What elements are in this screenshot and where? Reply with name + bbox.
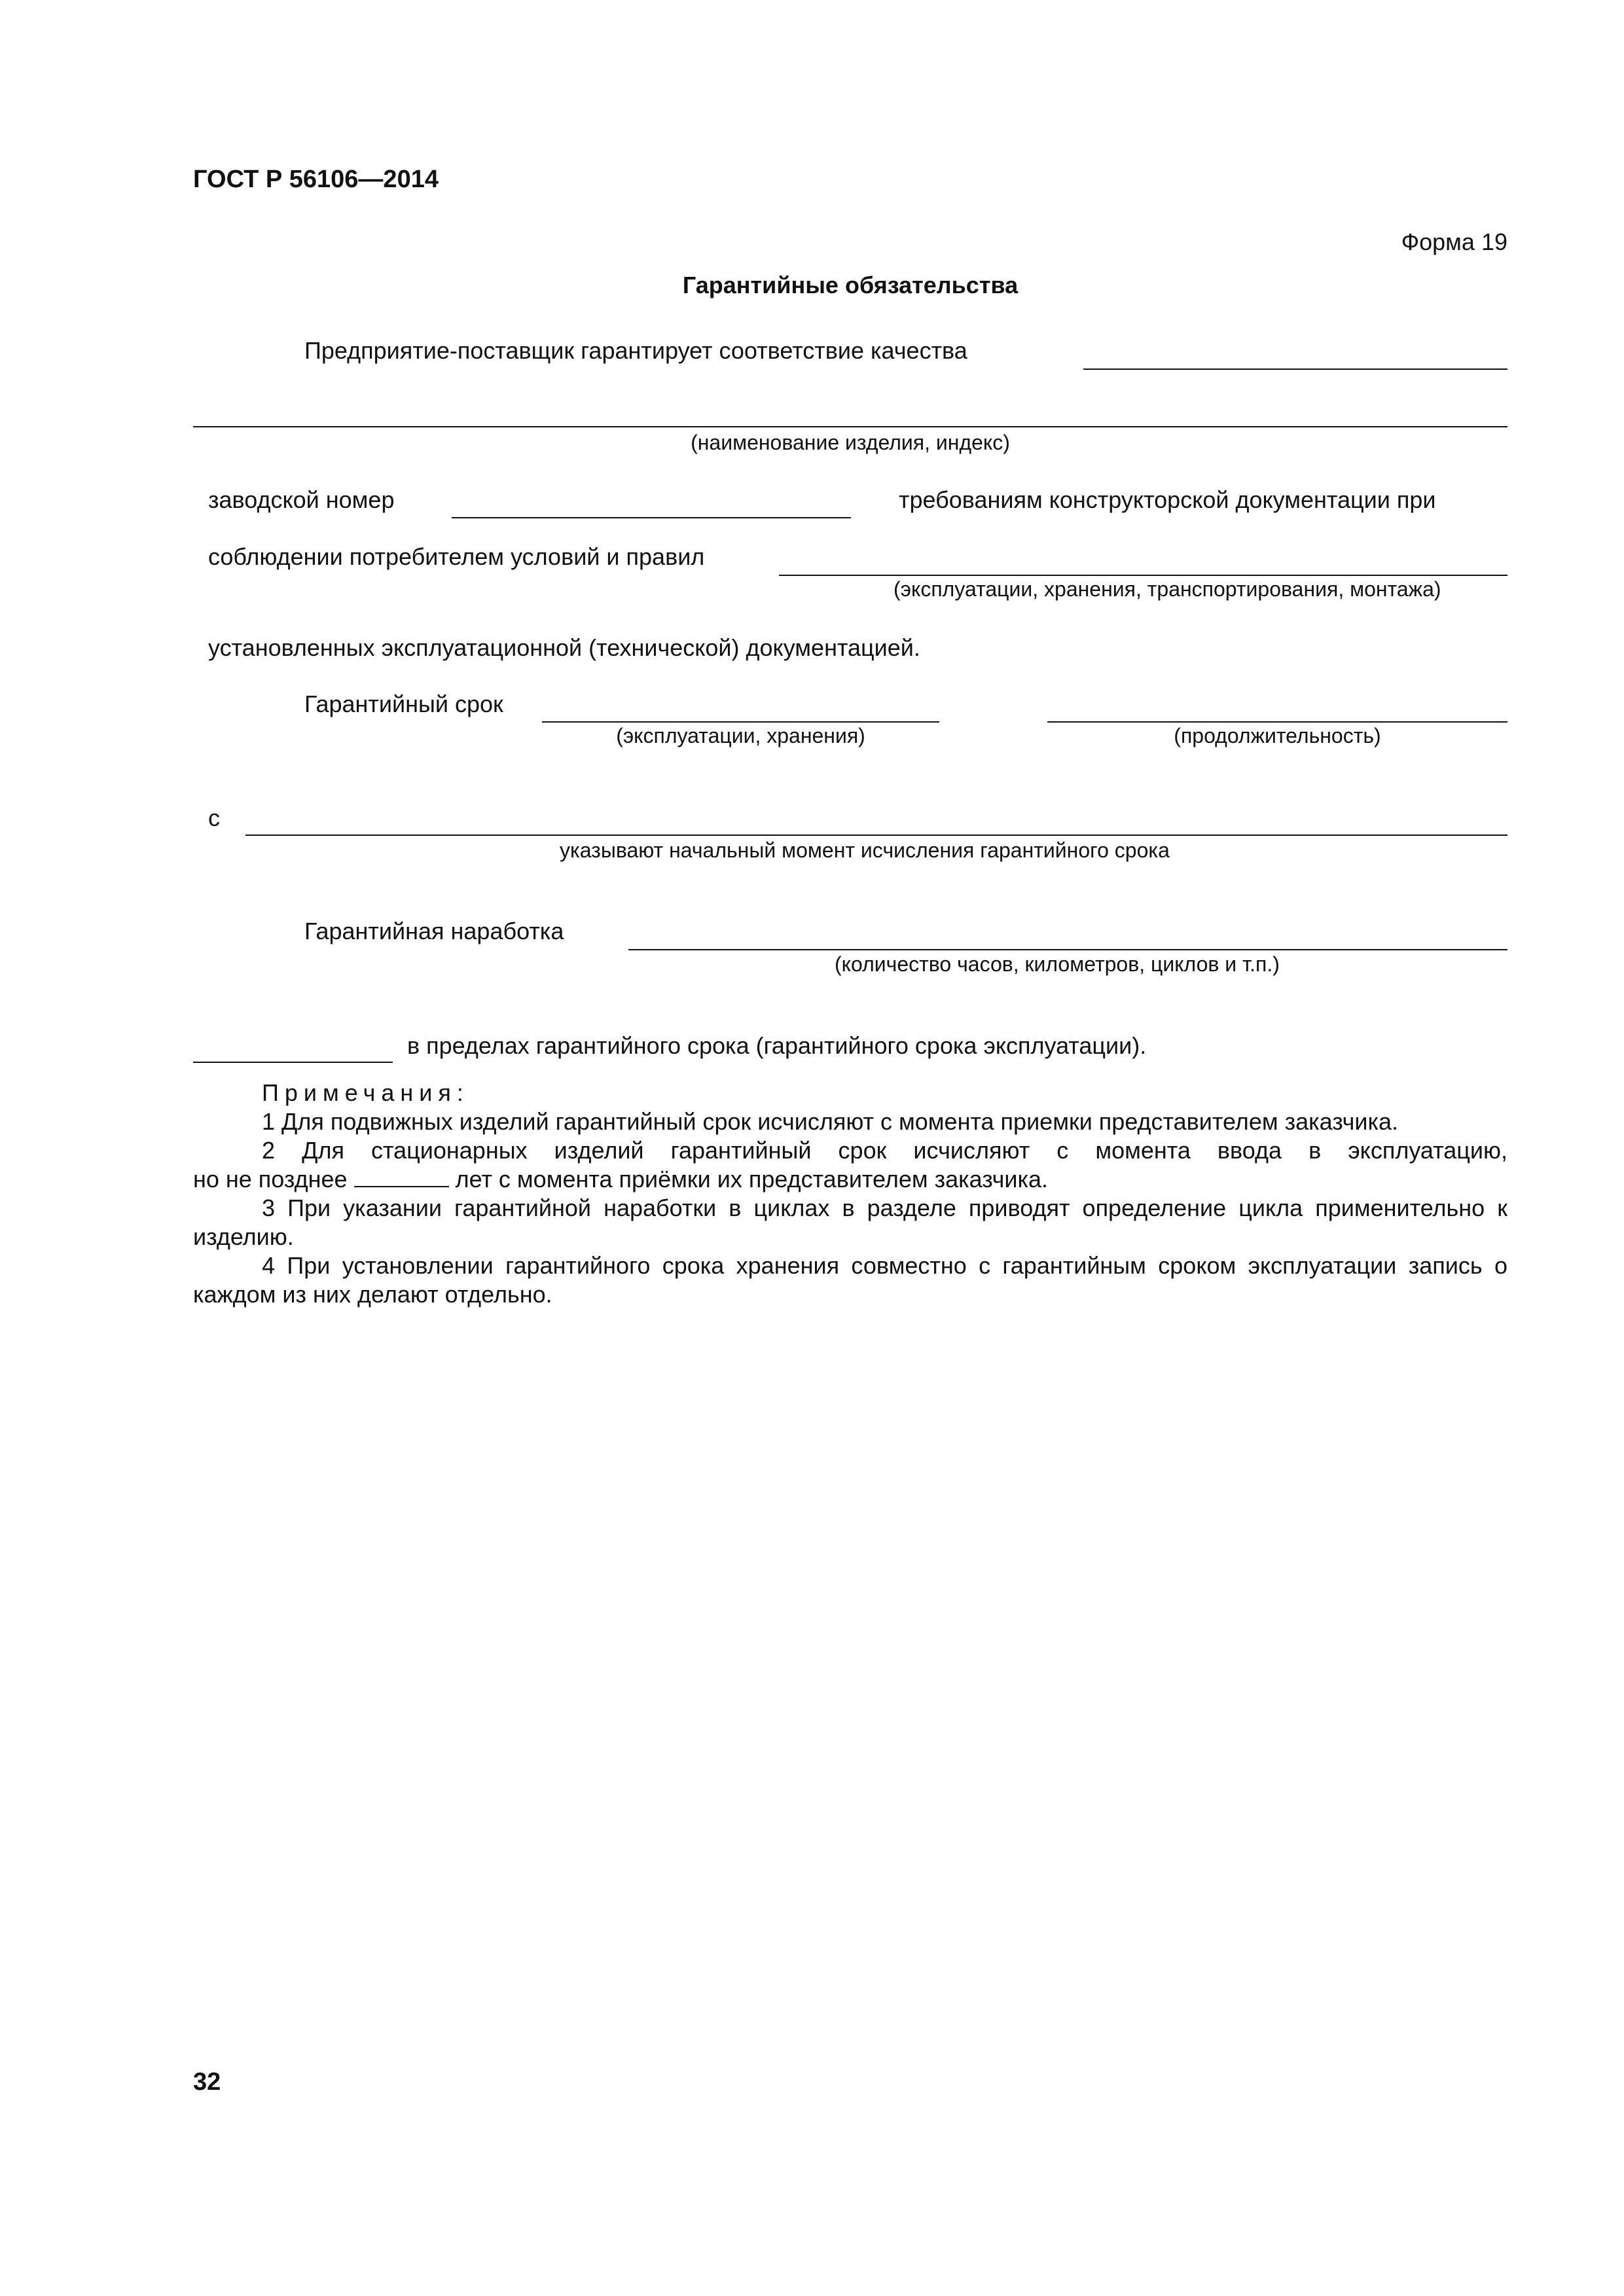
- form-title: Гарантийные обязательства: [682, 272, 1019, 298]
- design-doc-requirements-text: требованиям конструкторской документации при: [899, 486, 1436, 513]
- duration-blank-line[interactable]: [1047, 721, 1507, 723]
- supplier-guarantee-text: Предприятие-поставщик гарантирует соответствие качества: [304, 337, 967, 364]
- runtime-blank-line[interactable]: [628, 949, 1507, 950]
- runtime-value-blank-line[interactable]: [193, 1062, 393, 1063]
- product-name-blank-line[interactable]: [193, 426, 1507, 427]
- years-blank[interactable]: [354, 1166, 449, 1187]
- document-standard-number: ГОСТ Р 56106—2014: [193, 166, 439, 193]
- note-3: 3 При указании гарантийной наработки в циклах в разделе приводят определение цикла применительно к изделию.: [193, 1194, 1507, 1250]
- notes-section: [193, 1079, 1507, 1309]
- start-moment-blank-line[interactable]: [245, 834, 1507, 836]
- compliance-text: соблюдении потребителем условий и правил: [208, 543, 705, 570]
- serial-number-label: заводской номер: [208, 486, 395, 513]
- runtime-caption: (количество часов, километров, циклов и т.п.): [835, 952, 1280, 976]
- warranty-period-label: Гарантийный срок: [304, 691, 503, 717]
- established-docs-text: установленных эксплуатационной (технической) документацией.: [208, 634, 920, 661]
- notes-heading: Примечания:: [262, 1079, 469, 1106]
- product-name-caption: (наименование изделия, индекс): [691, 431, 1010, 454]
- note-2-suffix: лет с момента приёмки их представителем заказчика.: [455, 1166, 1049, 1193]
- form-number: Форма 19: [1401, 228, 1507, 255]
- from-label: с: [208, 804, 220, 831]
- note-2-line-1: 2 Для стационарных изделий гарантийный срок исчисляют с момента ввода в эксплуатацию,: [262, 1137, 1507, 1164]
- warranty-runtime-label: Гарантийная наработка: [304, 918, 564, 944]
- period-type-blank-line[interactable]: [542, 721, 939, 723]
- conditions-blank-line[interactable]: [779, 575, 1507, 576]
- serial-number-blank-line[interactable]: [452, 517, 851, 518]
- note-4: 4 При установлении гарантийного срока хранения совместно с гарантийным сроком эксплуатации запись о каждом из них делают отдельно.: [193, 1252, 1507, 1308]
- quality-blank-line[interactable]: [1083, 368, 1507, 370]
- within-period-text: в пределах гарантийного срока (гарантийного срока эксплуатации).: [407, 1032, 1147, 1059]
- page-number: 32: [193, 2068, 221, 2096]
- note-1: 1 Для подвижных изделий гарантийный срок исчисляют с момента приемки представителем заказчика.: [262, 1108, 1399, 1135]
- note-2-prefix: но не позднее: [193, 1166, 348, 1193]
- start-moment-caption: указывают начальный момент исчисления гарантийного срока: [560, 838, 1170, 862]
- period-type-caption: (эксплуатации, хранения): [616, 724, 865, 747]
- duration-caption: (продолжительность): [1174, 724, 1381, 747]
- note-2-line-2: [193, 1165, 1507, 1194]
- conditions-caption: (эксплуатации, хранения, транспортирования, монтажа): [893, 577, 1441, 601]
